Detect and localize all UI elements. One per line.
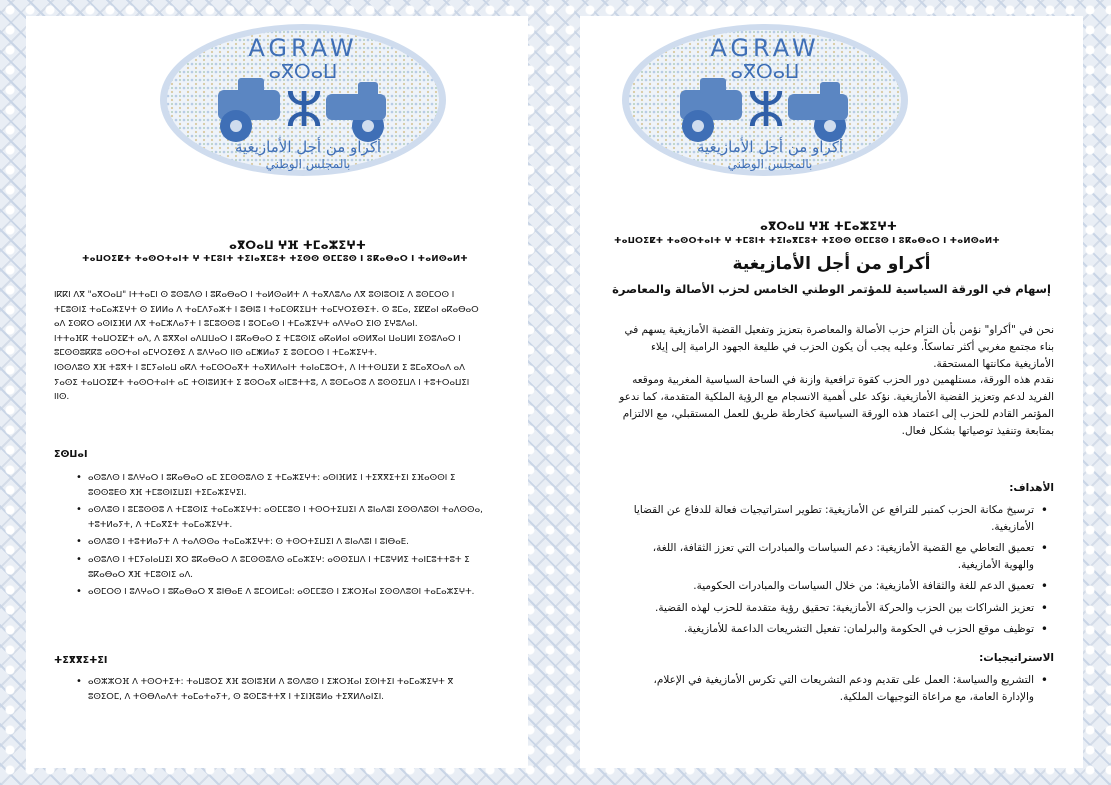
arabic-intro [614, 322, 1054, 440]
svg-text:AGRAW: AGRAW [710, 34, 820, 62]
left-strategies-heading: ⵜⵉⴳⴳⵉⵜⵉⵏ [54, 655, 108, 666]
right-subtitle: ⵜⴰⵡⵔⵉⵇⵜ ⵜⴰⵙⵔⵜⴰⵏⵜ ⵖ ⵜⵎⵓⵏⵜ ⵜⵉⵏⴰⴳⵎⵓⵜ ⵜⵉⵙⵙ ⵙⵎⵎⵓⵙ ⵏ ⵓⴽⴰⴱⴰⵔ ⵏ ⵜⴰⵍⵙⴰⵍⵜ [614, 236, 1000, 246]
svg-text:ⵣ: ⵣ [747, 82, 785, 138]
list-item: • ⴰⵙⵓⴷⵙ ⵏ ⵓⴷⵖⴰⵔ ⵏ ⵓⴽⴰⴱⴰⵔ ⴰⵎ ⵉⵎⵙⵙⵓⴷⵙ ⵉ ⵜⵎⴰⵣⵉⵖⵜ: ⴰⵙⵏⴼⵍⵉ ⵏ ⵜⵉⴳⴳⵉⵜⵉⵏ ⵉⴼⴰⵙⵙⵏ ⵉ ⵓⵙⵙⵓⴹⵙ ⵅⴼ ⵜⵎⵓⵙⵏⵉⵡⵉⵏ ⵜⵉⵎⴰⵣⵉⵖⵉⵏ. [54, 471, 484, 500]
arabic-intro-paragraph: نحن في "أكراو" نؤمن بأن التزام حزب الأصالة والمعاصرة بتعزيز وتفعيل القضية الأمازيغية يسهم في بناء مجتمع مغربي أكثر تماسكاً. وعليه يجب أن يكون الحزب في طليعة الجهود الرامية إلى إيلاء الأمازيغية مكانتها المستحقة. [624, 324, 1054, 370]
agraw-logo [620, 22, 910, 178]
agraw-logo [158, 22, 448, 178]
list-item: • توظيف موقع الحزب في الحكومة والبرلمان: تفعيل التشريعات الداعمة للأمازيغية. [624, 621, 1054, 638]
agraw-logo-emblem [158, 22, 448, 178]
arabic-strategies-list [624, 672, 1054, 710]
list-item: • ⴰⵙⴷⵓⵙ ⵏ ⵜⵓⵜⵍⴰⵢⵜ ⴷ ⵜⴰⴷⵙⵙⴰ ⵜⴰⵎⴰⵣⵉⵖⵜ: ⵙ ⵜⵙⵔⵜⵉⵡⵉⵏ ⴷ ⵓⵏⴰⴷⵓⵏ ⵏ ⵓⵏⴱⴰⴹ. [54, 535, 484, 550]
arabic-intro-paragraph: نقدم هذه الورقة، مستلهمين دور الحزب كقوة ترافعية وازنة في الساحة السياسية المغربية وموقعه الفريد لدعم وتعزيز القضية الأمازيغية. نؤكد على أهمية الانسجام مع الرؤية الملكية المتقدمة، كما ندعو المؤتمر القادم للحزب إلى اعتماد هذه الورقة السياسية كخارطة طريق للعمل المستقبلي، مع الالتزام بمتابعة وتنفيذ توصياتها بشكل فعال. [619, 374, 1054, 437]
agraw-logo-emblem [620, 22, 910, 178]
left-goals-heading: ⵉⵙⵡⴰⵏ [54, 449, 88, 460]
list-item: • ⴰⵙⴷⵓⵙ ⵏ ⵓⵎⵓⵙⵙⵓ ⴷ ⵜⵎⵓⵙⵏⵉ ⵜⴰⵎⴰⵣⵉⵖⵜ: ⴰⵙⵎⵎⵓⵙ ⵏ ⵜⵙⵔⵜⵉⵡⵉⵏ ⴷ ⵓⵏⴰⴷⵓⵏ ⵉⵙⵙⴷⵓⵙⵏ ⵜⴰⴷⵙⵙⴰ, ⵜⵓⵜⵍⴰⵢⵜ, ⴷ ⵜⵎⴰⴳⵉⵜ ⵜⴰⵎⴰⵣⵉⵖⵜ. [54, 503, 484, 532]
left-intro-paragraph: ⵏⵙⵙⴷⵓⵙ ⵅⴼ ⵜⵓⴳⵜ ⵏ ⵓⵎⵢⴰⵏⴰⵡ ⴰⴽⴷ ⵜⴰⵎⵙⵔⴰⴳⵜ ⵜⴰⴳⵍⴷⴰⵏⵜ ⵜⴰⵏⴰⵎⵓⵔⵜ, ⴷ ⵏⵜⵜⵙⵡⵉⵍ ⵉ ⵓⵎⴰⴳⵔⴰⴷ ⴰⴷ ⵢⴰⵙⵉ ⵜⴰⵡⵔⵉⵇⵜ ⵜⴰⵙⵔⵜⴰⵏⵜ ⴰⵎ ⵜⵙⵏⵓⵍⴼⵜ ⵉ ⵓⵙⵔⴰⴳ ⴰⵏⵎⵓⵜⵜⵓ, ⴷ ⵓⵙⵎⴰⵔⵓ ⴷ ⵓⵙⵙⵉⵡⴷ ⵏ ⵜⵓⵜⵔⴰⵡⵉⵏ ⵏⵏⵙ. [54, 362, 470, 403]
left-goals-list [54, 471, 484, 603]
left-subtitle: ⵜⴰⵡⵔⵉⵇⵜ ⵜⴰⵙⵔⵜⴰⵏⵜ ⵖ ⵜⵎⵓⵏⵜ ⵜⵉⵏⴰⴳⵎⵓⵜ ⵜⵉⵙⵙ ⵙⵎⵎⵓⵙ ⵏ ⵓⴽⴰⴱⴰⵔ ⵏ ⵜⴰⵍⵙⴰⵍⵜ [82, 254, 468, 264]
svg-text:أكراو من أجل الأمازيغية: أكراو من أجل الأمازيغية [234, 138, 382, 156]
list-item: • ⴰⵙⵎⵔⵙ ⵏ ⵓⴷⵖⴰⵔ ⵏ ⵓⴽⴰⴱⴰⵔ ⴳ ⵓⵏⴱⴰⴹ ⴷ ⵓⵎⵔⵍⵎⴰⵏ: ⴰⵙⵎⵎⵓⵙ ⵏ ⵉⵣⵔⴼⴰⵏ ⵉⵙⵙⴷⵓⵙⵏ ⵜⴰⵎⴰⵣⵉⵖⵜ. [54, 585, 484, 600]
list-item: • ترسيخ مكانة الحزب كمنبر للترافع عن الأمازيغية: تطوير استراتيجيات فعالة للدفاع عن القضايا الأمازيغية. [624, 502, 1054, 535]
right-title: ⴰⴳⵔⴰⵡ ⵖⴼ ⵜⵎⴰⵣⵉⵖⵜ [760, 219, 897, 233]
left-page [26, 16, 528, 768]
svg-text:AGRAW: AGRAW [248, 34, 358, 62]
left-intro-paragraph: ⵏⴽⴽⵏ ⴷⴳ "ⴰⴳⵔⴰⵡ" ⵏⵜⵜⴰⵎⵏ ⵙ ⵓⵙⵓⴷⵙ ⵏ ⵓⴽⴰⴱⴰⵔ ⵏ ⵜⴰⵍⵙⴰⵍⵜ ⴷ ⵜⴰⴳⴷⵓⴷⴰ ⴷⴳ ⵓⵙⵏⵓⵔⵏⵉ ⴷ ⵓⵙⵎⵔⵙ ⵏ ⵜⵎⵓⵙⵏⵉ ⵜⴰⵎⴰⵣⵉⵖⵜ ⵙ ⵉⵍⵍⴰ ⴷ ⵜⴰⵎⴷⵢⴰⵣⵜ ⵏ ⵓⴱⵏⵓ ⵏ ⵜⴰⵎⵙⴽⵉⵡⵜ ⵜⴰⵎⵖⵔⵉⴱⵉⵜ. ⵙ ⵓⵎⴰ, ⵉⵇⵇⴰⵏ ⴰⴽⴰⴱⴰⵔ ⴰⴷ ⵉⵙⴽⵔ ⴰⵙⵏⵉⴼⵍ ⴷⴳ ⵜⴰⵎⵣⴷⴰⵢⵜ ⵏ ⵓⵎⵓⵙⵙⵓ ⵏ ⵓⵔⵎⴰⵙ ⵏ ⵜⵎⴰⵣⵉⵖⵜ ⴰⴷⵖⴰⵔ ⵉⵏⵙ ⵉⵖⵓⴷⴰⵏ. [54, 290, 479, 330]
svg-text:ⴰⴳⵔⴰⵡ: ⴰⴳⵔⴰⵡ [730, 61, 800, 83]
left-intro [54, 288, 486, 405]
svg-text:أكراو من أجل الأمازيغية: أكراو من أجل الأمازيغية [696, 138, 844, 156]
arabic-goals-heading: الأهداف: [1009, 482, 1054, 494]
list-item: • تعميق التعاطي مع القضية الأمازيغية: دعم السياسات والمبادرات التي تعزز الثقافة، اللغة، والهوية الأمازيغية. [624, 540, 1054, 573]
svg-text:ⵣ: ⵣ [285, 82, 323, 138]
arabic-goals-list [624, 502, 1054, 643]
right-page [580, 16, 1083, 768]
left-strategies-list [54, 675, 484, 707]
svg-text:ⴰⴳⵔⴰⵡ: ⴰⴳⵔⴰⵡ [268, 61, 338, 83]
left-intro-paragraph: ⵏⵜⵜⴰⴼⴽ ⵜⴰⵡⵔⵉⵇⵜ ⴰⴷ, ⴷ ⵓⴳⴳⴰⵏ ⴰⴷⵡⵡⴰⵔ ⵏ ⵓⴽⴰⴱⴰⵔ ⵉ ⵜⵎⵓⵙⵏⵉ ⴰⴽⴰⵍⴰⵏ ⴰⵙⵍⴳⴰⵏ ⵡⴰⵡⵍⵏ ⵉⵙⵓⴷⴰⵔ ⵏ ⵓⵎⵙⵙⵓⴽⴽⵓ ⴰⵙⵔⵜⴰⵏ ⴰⵎⵖⵔⵉⴱⵉ ⴷ ⵓⴷⵖⴰⵔ ⵏⵏⵙ ⴰⵎⵥⵍⴰⵢ ⵉ ⵓⵙⵎⵔⵙ ⵏ ⵜⵎⴰⵣⵉⵖⵜ. [54, 333, 461, 359]
list-item: • تعميق الدعم للغة والثقافة الأمازيغية: من خلال السياسات والمبادرات الحكومية. [624, 578, 1054, 595]
list-item: • ⴰⵙⵣⵣⵔⴼ ⴷ ⵜⵙⵔⵜⵉⵜ: ⵜⴰⵡⵓⵔⵉ ⵅⴼ ⵓⵙⵏⵓⴼⵍ ⴷ ⵓⵙⴷⵓⵙ ⵏ ⵉⵣⵔⴼⴰⵏ ⵉⵙⵏⵜⵉⵏ ⵜⴰⵎⴰⵣⵉⵖⵜ ⴳ ⵓⵙⵉⵔⵎ, ⴷ ⵜⵙⴱⴷⴰⴷⵜ ⵜⴰⵎⴰⵜⴰⵢⵜ, ⵙ ⵓⵙⵎⵓⵜⵜⴳ ⵏ ⵜⵉⵏⴼⵓⵍⴰ ⵜⵉⴳⵍⴷⴰⵏⵉⵏ. [54, 675, 484, 704]
svg-text:بالمجلس الوطني: بالمجلس الوطني [265, 157, 351, 171]
svg-text:بالمجلس الوطني: بالمجلس الوطني [727, 157, 813, 171]
left-title: ⴰⴳⵔⴰⵡ ⵖⴼ ⵜⵎⴰⵣⵉⵖⵜ [229, 238, 366, 252]
arabic-strategies-heading: الاستراتيجيات: [979, 652, 1054, 664]
arabic-main-title: أكراو من أجل الأمازيغية [732, 254, 931, 274]
list-item: • تعزيز الشراكات بين الحزب والحركة الأمازيغية: تحقيق رؤية متقدمة للحزب لهذه القضية. [624, 600, 1054, 617]
list-item: • ⴰⵙⵓⴷⵙ ⵏ ⵜⵎⵢⴰⵏⴰⵡⵉⵏ ⴳⵔ ⵓⴽⴰⴱⴰⵔ ⴷ ⵓⵎⵙⵙⵓⴷⵙ ⴰⵎⴰⵣⵉⵖ: ⴰⵙⵙⵉⵡⴷ ⵏ ⵜⵎⵓⵖⵍⵉ ⵜⴰⵏⵎⵓⵜⵜⵓⵜ ⵉ ⵓⴽⴰⴱⴰⵔ ⵅⴼ ⵜⵎⵓⵙⵏⵉ ⴰⴷ. [54, 553, 484, 582]
arabic-subtitle: إسهام في الورقة السياسية للمؤتمر الوطني الخامس لحزب الأصالة والمعاصرة [612, 282, 1051, 296]
list-item: • التشريع والسياسة: العمل على تقديم ودعم التشريعات التي تكرس الأمازيغية في الإعلام، والإدارة العامة، مع مراعاة التوجيهات الملكية. [624, 672, 1054, 705]
